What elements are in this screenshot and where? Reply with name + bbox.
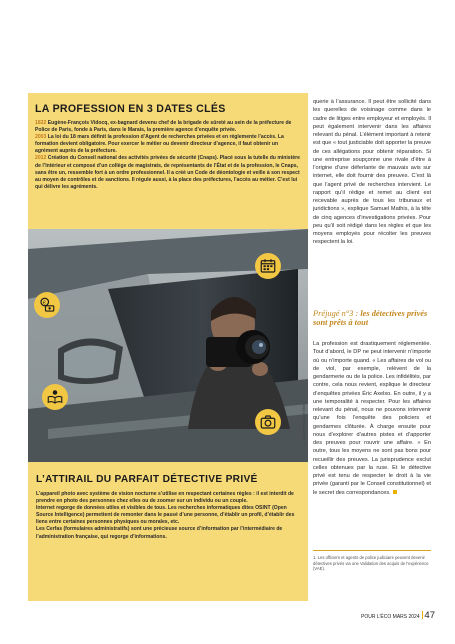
camera-icon: [259, 413, 277, 431]
article-column-bottom: [313, 340, 431, 497]
equipment-box: [28, 462, 308, 601]
equipment-title: L’ATTIRAIL DU PARFAIT DÉTECTIVE PRIVÉ: [36, 474, 258, 485]
key-date-entry: [35, 155, 302, 190]
money-icon: [38, 296, 56, 314]
reading-icon: [46, 388, 64, 406]
subhead-text: les détectives privés sont prêts à tout: [313, 309, 428, 328]
footnote-rule: [313, 550, 431, 551]
page-folio: [335, 610, 435, 621]
reading-badge: [42, 384, 68, 410]
page-number: 47: [424, 610, 435, 621]
key-date-text: Eugène-François Vidocq, ex-bagnard devenu chef de la brigade de sûreté au sein de la préfecture de Police de Paris, fonde à Paris, dans le Marais, la première agence d’enquête privée.: [35, 120, 292, 134]
money-badge: [34, 292, 60, 318]
key-dates-body: [35, 120, 302, 191]
key-dates-title: LA PROFESSION EN 3 DATES CLÉS: [35, 103, 226, 115]
equipment-paragraph: L’appareil photo avec système de vision nocturne s’utilise en respectant certaines règles : il est interdit de prendre en photo des personnes chez elles ou de zoomer sur un individu ou un couple.: [36, 491, 294, 505]
photo-credit: © Alexander/Adobe Stock: [302, 402, 306, 445]
key-date-year: 1832: [35, 120, 47, 126]
subhead-prefix: Préjugé n°3 :: [313, 309, 361, 318]
camera-badge: [255, 409, 281, 435]
equipment-paragraph: Internet regorge de données utiles et visibles de tous. Les recherches informatiques dites OSINT (Open Source Intelligence) permettent de remonter dans le passé d’une personne, d’établir un profil, d’établir des liens entre certaines personnes physiques ou morales, etc.: [36, 505, 295, 526]
article-paragraph-text: La profession est drastiquement réglementée. Tout d’abord, le DP ne peut intervenir n’importe où ou n’importe quand. « Les affaires de vol ou de viol, par exemple, relèvent de la gendarmerie ou de la police. Les infidélités, par contre, cela nous revient, explique le directeur d’enquêtes privées Éric Axelso. En outre, il y a une temporalité à respecter. Pour les affaires relevant du pénal, nous ne pouvons intervenir qu’une fois l’enquête des policiers et gendarmes clôturée. À charge ensuite pour nous d’explorer d’autres pistes et d’apporter des preuves pour rouvrir une affaire. » En outre, tous les moyens ne sont pas bons pour recueillir des preuves. La jurisprudence exclut celles obtenues par la ruse. Et le détective privé est tenu de respecter le droit à la vie privée (garanti par le Conseil constitutionnel) et le secret des correspondances.: [313, 341, 431, 496]
key-date-entry: [35, 120, 302, 134]
equipment-paragraph: Les Cerfas (formulaires administratifs) sont une précieuse source d’information par l’intermédiaire de l’administration française, qui regorge d’informations.: [36, 526, 283, 540]
equipment-body: [36, 491, 302, 541]
key-date-text: La loi du 18 mars définit la profession d’Agent de recherches privées et en réglemente l’accès. La formation devient obligatoire. Pour exercer le métier ou devenir directeur d’agence, il faut obtenir un agrément auprès de la préfecture.: [35, 134, 284, 155]
end-mark: [393, 490, 397, 494]
section-subhead: [313, 309, 431, 327]
article-paragraph: querie à l’assurance. Il peut être sollicité dans les querelles de voisinage comme dans le cadre de litiges entre employeur et employés. Il peut également intervenir dans les affaires relevant du pénal. L’élément important à retenir est que « tout justiciable doit apporter la preuve de ces allégations pour obtenir réparation. Si une entreprise soupçonne une rivale d’être à l’origine d’une déferlante de mauvais avis sur internet, elle doit fournir des preuves. C’est là que l’agent privé de recherches intervient. Le rapport qu’il rédige et remet au client est recevable auprès de tous les tribunaux et juridictions », explique Samuel Mathis, à la tête de cinq agences d’investigations privées. Pour peu qu’il soit rédigé dans les règles et que les moyens employés pour récolter les preuves respectent la loi.: [313, 99, 431, 246]
footnote: 1. Les officiers et agents de police judiciaire peuvent devenir détectives privés via une Validation des acquis de l’expérience (VAE).: [313, 555, 429, 572]
key-date-year: 2012: [35, 155, 47, 162]
calendar-badge: [255, 253, 281, 279]
folio-divider: [422, 611, 423, 619]
svg-text:€: €: [42, 300, 46, 307]
article-column-top: [313, 98, 431, 247]
key-date-entry: [35, 134, 302, 155]
key-dates-box: [28, 93, 308, 229]
key-date-text: Création du Conseil national des activités privées de sécurité (Cnaps). Placé sous la tutelle du ministère de l’Intérieur et composé d’un collège de magistrats, de représentants de l’État et de la profession, le Cnaps, sans être un, ressemble fort à un ordre professionnel. Il a créé un Code de déontologie et veille à son respect au moyen de contrôles et de sanctions. Il régule aussi, à la place des préfectures, l’accès au métier. C’est lui qui délivre les agréments.: [35, 155, 300, 190]
key-date-year: 2003: [35, 134, 47, 141]
folio-label: POUR L’ÉCO MARS 2024: [360, 614, 420, 620]
calendar-icon: [259, 257, 277, 275]
article-paragraph: [313, 340, 431, 497]
